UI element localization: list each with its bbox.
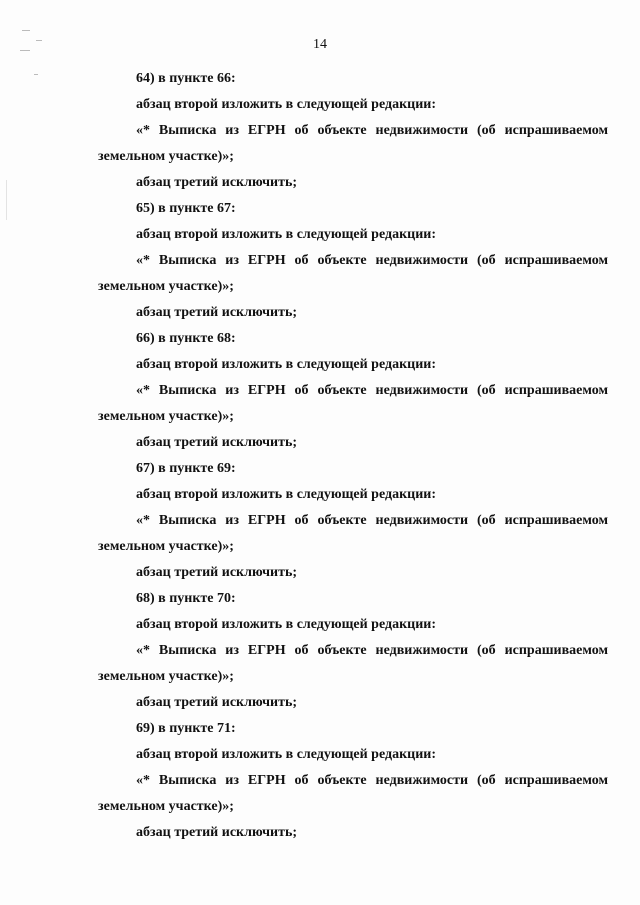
item-heading: 66) в пункте 68: — [136, 331, 236, 346]
item-closing: абзац третий исключить; — [136, 565, 298, 580]
scan-artifact — [6, 180, 7, 220]
item-quote-line-1: «* Выписка из ЕГРН об объекте недвижимости (об испрашиваемом — [136, 643, 608, 658]
item-heading: 65) в пункте 67: — [136, 201, 236, 216]
amendment-item-64 — [98, 66, 608, 196]
item-closing: абзац третий исключить; — [136, 305, 298, 320]
item-quote-line-2: земельном участке)»; — [98, 409, 234, 424]
document-body — [98, 66, 608, 846]
item-heading: 68) в пункте 70: — [136, 591, 236, 606]
item-closing: абзац третий исключить; — [136, 695, 298, 710]
item-instruction: абзац второй изложить в следующей редакции: — [136, 487, 437, 502]
item-quote-line-2: земельном участке)»; — [98, 279, 234, 294]
amendment-item-69 — [98, 716, 608, 846]
item-quote-line-1: «* Выписка из ЕГРН об объекте недвижимости (об испрашиваемом — [136, 773, 608, 788]
item-heading: 69) в пункте 71: — [136, 721, 236, 736]
item-instruction: абзац второй изложить в следующей редакции: — [136, 227, 437, 242]
item-closing: абзац третий исключить; — [136, 175, 298, 190]
item-closing: абзац третий исключить; — [136, 435, 298, 450]
amendment-item-68 — [98, 586, 608, 716]
item-heading: 64) в пункте 66: — [136, 71, 236, 86]
scan-artifact — [22, 30, 30, 31]
item-quote-line-2: земельном участке)»; — [98, 669, 234, 684]
item-closing: абзац третий исключить; — [136, 825, 298, 840]
item-quote-line-2: земельном участке)»; — [98, 799, 234, 814]
amendment-item-65 — [98, 196, 608, 326]
item-instruction: абзац второй изложить в следующей редакции: — [136, 617, 437, 632]
item-instruction: абзац второй изложить в следующей редакции: — [136, 357, 437, 372]
item-quote-line-2: земельном участке)»; — [98, 149, 234, 164]
amendment-item-66 — [98, 326, 608, 456]
item-heading: 67) в пункте 69: — [136, 461, 236, 476]
item-quote-line-1: «* Выписка из ЕГРН об объекте недвижимости (об испрашиваемом — [136, 123, 608, 138]
item-instruction: абзац второй изложить в следующей редакции: — [136, 747, 437, 762]
item-quote-line-1: «* Выписка из ЕГРН об объекте недвижимости (об испрашиваемом — [136, 253, 608, 268]
amendment-item-67 — [98, 456, 608, 586]
item-quote-line-1: «* Выписка из ЕГРН об объекте недвижимости (об испрашиваемом — [136, 513, 608, 528]
item-quote-line-1: «* Выписка из ЕГРН об объекте недвижимости (об испрашиваемом — [136, 383, 608, 398]
page-number: 14 — [313, 37, 327, 52]
item-instruction: абзац второй изложить в следующей редакции: — [136, 97, 437, 112]
item-quote-line-2: земельном участке)»; — [98, 539, 234, 554]
scan-artifact — [34, 74, 38, 75]
